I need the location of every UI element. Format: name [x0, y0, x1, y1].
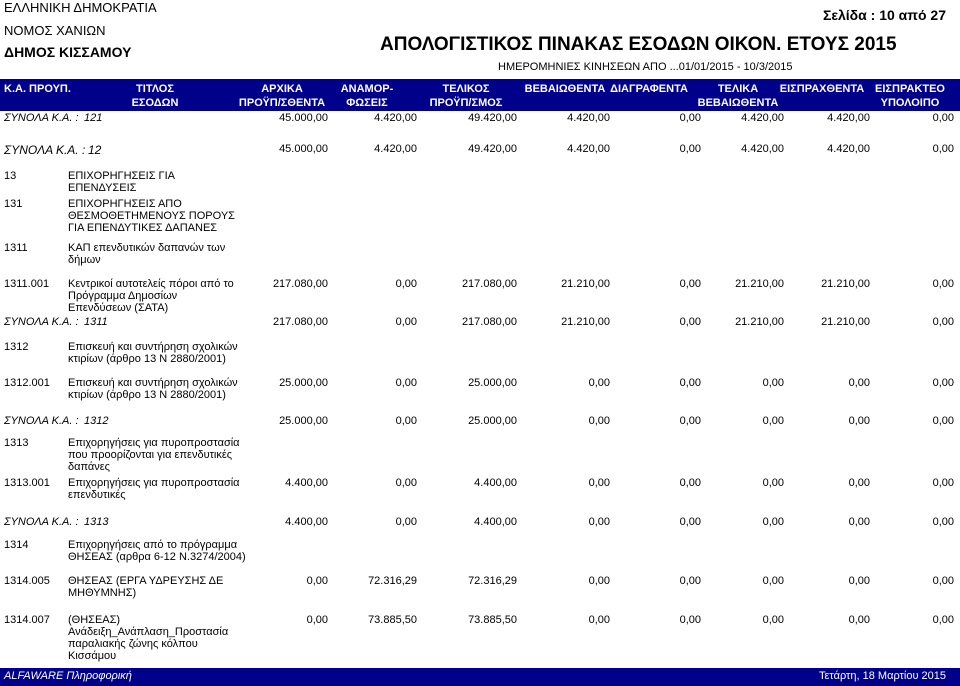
row-description-line: Επισκευή και συντήρηση σχολικών [68, 377, 238, 389]
row-value: 217.080,00 [461, 278, 517, 290]
row-description-line: ΘΗΣΕΑΣ (αρθρα 6-12 Ν.3274/2004) [68, 551, 246, 563]
row-value: 25.000,00 [279, 415, 328, 427]
row-value: 0,00 [679, 575, 701, 587]
row-value: 0,00 [679, 377, 701, 389]
row-value: 0,00 [679, 316, 701, 328]
date-range: ΗΜΕΡΟΜΗΝΙΕΣ ΚΙΝΗΣΕΩΝ ΑΠΟ ...01/01/2015 - 10/3/2015 [498, 61, 793, 73]
row-value: 0,00 [932, 415, 954, 427]
summary-code: 1312 [84, 415, 109, 427]
row-code: 1311 [4, 242, 28, 254]
row-code: 1314 [4, 539, 29, 551]
row-value: 0,00 [932, 143, 954, 155]
row-code: 1312 [4, 341, 29, 353]
row-value: 0,00 [932, 377, 954, 389]
row-value: 45.000,00 [279, 112, 328, 124]
row-value: 4.420,00 [374, 143, 417, 155]
row-description-line: ΕΠΕΝΔΥΣΕΙΣ [68, 182, 137, 194]
page-title: ΑΠΟΛΟΓΙΣΤΙΚΟΣ ΠΙΝΑΚΑΣ ΕΣΟΔΩΝ ΟΙΚΟΝ. ΕΤΟΥΣ 2015 [380, 34, 897, 55]
row-value: 0,00 [395, 477, 417, 489]
row-value: 0,00 [932, 516, 954, 528]
row-value: 0,00 [679, 112, 701, 124]
page-indicator: Σελίδα : 10 από 27 [822, 7, 946, 23]
summary-label: ΣΥΝΟΛΑ Κ.Α. : [4, 112, 79, 124]
row-value: 0,00 [848, 377, 870, 389]
row-value: 0,00 [395, 278, 417, 290]
row-value: 25.000,00 [468, 415, 517, 427]
row-description [68, 575, 258, 599]
row-description-line: ΕΠΙΧΟΡΗΓΗΣΕΙΣ ΓΙΑ [68, 170, 176, 182]
row-value: 0,00 [395, 516, 417, 528]
row-value: 0,00 [762, 477, 784, 489]
row-value: 0,00 [932, 278, 954, 290]
row-value: 0,00 [588, 377, 610, 389]
row-value: 45.000,00 [279, 143, 328, 155]
row-value: 0,00 [932, 477, 954, 489]
col-header-amendments: ΑΝΑΜΟΡ- ΦΩΣΕΙΣ [340, 83, 394, 109]
row-value: 4.400,00 [285, 516, 328, 528]
row-description-line: Επιχορηγήσεις από το πρόγραμμα [68, 539, 238, 551]
row-value: 4.420,00 [567, 112, 610, 124]
row-value: 72.316,29 [368, 575, 417, 587]
row-value: 4.420,00 [567, 143, 610, 155]
row-value: 217.080,00 [272, 316, 328, 328]
row-value: 25.000,00 [279, 377, 328, 389]
row-value: 0,00 [588, 614, 610, 626]
row-value: 0,00 [932, 575, 954, 587]
row-code: 1314.005 [4, 575, 50, 587]
row-description-line: που προορίζονται για επενδυτικές [68, 449, 233, 461]
row-description [68, 539, 258, 563]
row-description [68, 614, 258, 662]
org-municipality: ΔΗΜΟΣ ΚΙΣΣΑΜΟΥ [4, 44, 132, 60]
col-header-code: Κ.Α. ΠΡΟΥΠ. [4, 83, 71, 95]
row-code: 13 [4, 170, 17, 182]
row-description-line: Κεντρικοί αυτοτελείς πόροι από το [68, 278, 234, 290]
row-value: 4.420,00 [741, 112, 784, 124]
row-description [68, 377, 258, 401]
col-header-receivable: ΕΙΣΠΡΑΚΤΕΟ ΥΠΟΛΟΙΠΟ [875, 83, 945, 109]
row-value: 0,00 [932, 112, 954, 124]
summary-label: ΣΥΝΟΛΑ Κ.Α. : [4, 415, 79, 427]
row-value: 0,00 [932, 614, 954, 626]
row-description [68, 437, 258, 473]
summary-code: 1313 [84, 516, 109, 528]
row-value: 0,00 [588, 516, 610, 528]
row-value: 21.210,00 [821, 316, 870, 328]
row-value: 0,00 [679, 143, 701, 155]
row-description [68, 278, 258, 314]
row-value: 0,00 [932, 316, 954, 328]
row-description-line: ΚΑΠ επενδυτικών δαπανών των [68, 242, 226, 254]
footer-bar [0, 668, 960, 686]
row-description [68, 170, 258, 194]
row-description-line: δήμων [68, 254, 101, 266]
row-code: 1311.001 [4, 278, 50, 290]
row-description [68, 477, 258, 501]
row-value: 0,00 [395, 316, 417, 328]
row-description-line: Επισκευή και συντήρηση σχολικών [68, 341, 238, 353]
row-description-line: κτιρίων (άρθρο 13 Ν 2880/2001) [68, 389, 226, 401]
row-value: 4.420,00 [374, 112, 417, 124]
row-description-line: κτιρίων (άρθρο 13 Ν 2880/2001) [68, 353, 226, 365]
row-description-line: ΘΕΣΜΟΘΕΤΗΜΕΝΟΥΣ ΠΟΡΟΥΣ [68, 210, 235, 222]
footer-date: Τετάρτη, 18 Μαρτίου 2015 [818, 670, 946, 682]
row-description-line: ΓΙΑ ΕΠΕΝΔΥΤΙΚΕΣ ΔΑΠΑΝΕΣ [68, 222, 218, 234]
row-value: 0,00 [679, 477, 701, 489]
row-value: 0,00 [679, 516, 701, 528]
summary-label: ΣΥΝΟΛΑ Κ.Α. : [4, 516, 79, 528]
row-description-line: ΘΗΣΕΑΣ (ΕΡΓΑ ΥΔΡΕΥΣΗΣ ΔΕ [68, 575, 224, 587]
row-value: 217.080,00 [461, 316, 517, 328]
row-value: 4.400,00 [474, 477, 517, 489]
col-header-final-budget: ΤΕΛΙΚΟΣ ΠΡΟΫΠ/ΣΜΟΣ [429, 83, 503, 109]
row-value: 0,00 [762, 516, 784, 528]
row-description [68, 198, 258, 234]
row-description-line: ΜΗΘΥΜΝΗΣ) [68, 587, 137, 599]
row-code: 1314.007 [4, 614, 50, 626]
row-value: 0,00 [762, 377, 784, 389]
row-code: 131 [4, 198, 23, 210]
summary-code: 1311 [84, 316, 108, 328]
row-value: 21.210,00 [735, 316, 784, 328]
col-header-collected: ΕΙΣΠΡΑΧΘΕΝΤΑ [779, 83, 865, 95]
col-header-title: ΤΙΤΛΟΣ ΕΣΟΔΩΝ [131, 83, 179, 109]
row-value: 0,00 [762, 575, 784, 587]
row-description-line: Πρόγραμμα Δημοσίων [68, 290, 178, 302]
row-value: 0,00 [395, 377, 417, 389]
row-value: 0,00 [679, 278, 701, 290]
row-value: 0,00 [848, 516, 870, 528]
row-value: 49.420,00 [468, 112, 517, 124]
row-value: 0,00 [762, 415, 784, 427]
row-value: 4.420,00 [827, 143, 870, 155]
row-value: 0,00 [306, 575, 328, 587]
row-description-line: Επενδύσεων (ΣΑΤΑ) [68, 302, 169, 314]
row-value: 0,00 [306, 614, 328, 626]
row-code: 1312.001 [4, 377, 50, 389]
row-description-line: Επιχορηγήσεις για πυροπροστασία [68, 477, 240, 489]
row-value: 4.400,00 [285, 477, 328, 489]
row-code: 1313.001 [4, 477, 50, 489]
summary-label: ΣΥΝΟΛΑ Κ.Α. : [4, 316, 79, 328]
row-description-line: δαπάνες [68, 461, 110, 473]
row-description-line: Κισσάμου [68, 650, 117, 662]
summary-code: 121 [84, 112, 103, 124]
row-value: 0,00 [848, 614, 870, 626]
row-description-line: Επιχορηγήσεις για πυροπροστασία [68, 437, 240, 449]
row-value: 73.885,50 [468, 614, 517, 626]
row-value: 72.316,29 [468, 575, 517, 587]
row-value: 25.000,00 [468, 377, 517, 389]
row-description-line: παραλιακής ζώνης κόλπου [68, 638, 198, 650]
row-value: 4.420,00 [741, 143, 784, 155]
row-value: 4.400,00 [474, 516, 517, 528]
row-description-line: (ΘΗΣΕΑΣ) [68, 614, 121, 626]
row-description-line: Ανάδειξη_Ανάπλαση_Προστασία [68, 626, 229, 638]
row-description [68, 242, 258, 266]
summary-label: ΣΥΝΟΛΑ Κ.Α. : [4, 143, 86, 157]
row-value: 0,00 [679, 415, 701, 427]
row-value: 21.210,00 [735, 278, 784, 290]
row-description-line: επενδυτικές [68, 489, 126, 501]
col-header-deleted: ΔΙΑΓΡΑΦΕΝΤΑ [610, 83, 688, 95]
row-value: 4.420,00 [827, 112, 870, 124]
row-value: 0,00 [395, 415, 417, 427]
col-header-initial: ΑΡΧΙΚΑ ΠΡΟΫΠ/ΣΘΕΝΤΑ [238, 83, 326, 109]
row-value: 0,00 [588, 415, 610, 427]
row-value: 21.210,00 [561, 278, 610, 290]
col-header-final-certified: ΤΕΛΙΚΑ ΒΕΒΑΙΩΘΕΝΤΑ [697, 83, 779, 109]
col-header-certified: ΒΕΒΑΙΩΘΕΝΤΑ [524, 83, 606, 95]
org-prefecture: ΝΟΜΟΣ ΧΑΝΙΩΝ [4, 23, 106, 38]
row-value: 49.420,00 [468, 143, 517, 155]
row-value: 0,00 [848, 575, 870, 587]
row-value: 0,00 [588, 477, 610, 489]
row-description-line: ΕΠΙΧΟΡΗΓΗΣΕΙΣ ΑΠΟ [68, 198, 182, 210]
row-code: 1313 [4, 437, 29, 449]
row-value: 0,00 [848, 477, 870, 489]
summary-code: 12 [88, 143, 102, 157]
row-value: 0,00 [762, 614, 784, 626]
row-value: 21.210,00 [821, 278, 870, 290]
row-value: 0,00 [848, 415, 870, 427]
row-value: 217.080,00 [272, 278, 328, 290]
footer-company: ALFAWARE Πληροφορική [4, 670, 132, 682]
row-value: 21.210,00 [561, 316, 610, 328]
row-value: 73.885,50 [368, 614, 417, 626]
row-value: 0,00 [588, 575, 610, 587]
row-description [68, 341, 258, 365]
row-value: 0,00 [679, 614, 701, 626]
org-country: ΕΛΛΗΝΙΚΗ ΔΗΜΟΚΡΑΤΙΑ [4, 0, 157, 15]
